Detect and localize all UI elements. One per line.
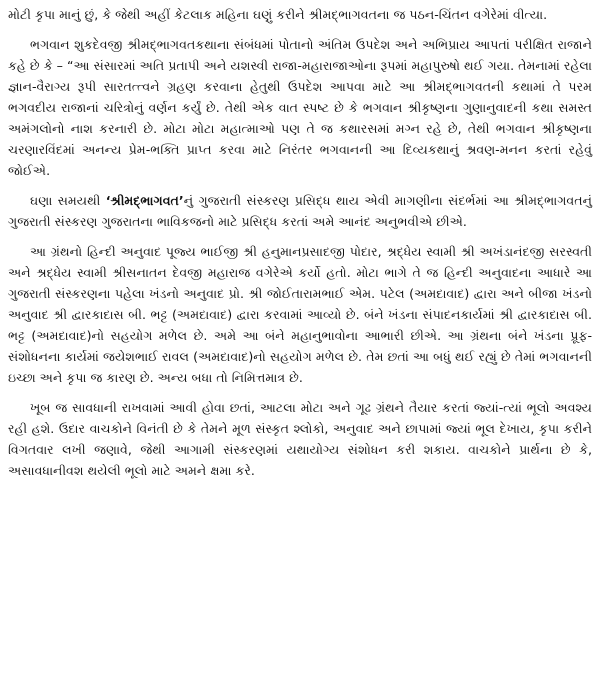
paragraph-3-lead: ઘણા સમયથી xyxy=(30,193,106,208)
paragraph-2: ભગવાન શુકદેવજી શ્રીમદ્ભાગવતકથાના સંબંધમાં પોતાનો અંતિમ ઉપદેશ અને અભિપ્રાય આપતાં પરીક્ષિત રાજાને કહે છે કે – “આ સંસારમાં અતિ પ્રતાપી અને યશસ્વી રાજા-મહારાજાઓના રૂપમાં મહાપુરુષો થઈ ગયા. તેમનામાં રહેલા જ્ઞાન-વૈરાગ્ય રૂપી સારતત્ત્વને ગ્રહણ કરવાના હેતુથી ઉપદેશ આપવા માટે આ શ્રીમદ્ભાગવતની કથામાં તે પરમ ભગવદીય રાજાનાં ચરિત્રોનું વર્ણન કર્યું છે. તેથી એક વાત સ્પષ્ટ છે કે ભગવાન શ્રીકૃષ્ણના ગુણાનુવાદની કથા સમસ્ત અમંગલોનો નાશ કરનારી છે. મોટા મોટા મહાત્માઓ પણ તે જ કથારસમાં મગ્ન રહે છે, તેથી ભગવાન શ્રીકૃષ્ણના ચરણારવિંદમાં અનન્ય પ્રેમ-ભક્તિ પ્રાપ્ત કરવા માટે નિરંતર ભગવાનની આ દિવ્યકથાનું શ્રવણ-મનન કરતાં રહેવું જોઈએ. xyxy=(8,37,592,178)
paragraph-1: મોટી કૃપા માનું છું, કે જેથી અહીં કેટલાક મહિના ઘણું કરીને શ્રીમદ્ભાગવતના જ પઠન-ચિંતન વગેરેમાં વીત્યા. xyxy=(8,7,548,22)
paragraph-5: ખૂબ જ સાવધાની રાખવામાં આવી હોવા છતાં, આટલા મોટા અને ગૂઢ ગ્રંથને તૈયાર કરતાં જ્યાં-ત્યાં ભૂલો અવશ્ય રહી હશે. ઉદાર વાચકોને વિનંતી છે કે તેમને મૂળ સંસ્કૃત શ્લોકો, અનુવાદ અને છાપામાં જ્યાં ભૂલ દેખાય, કૃપા કરીને વિગતવાર લખી જણાવે, જેથી આગામી સંસ્કરણમાં યથાયોગ્ય સંશોધન કરી શકાય. વાચકોને પ્રાર્થના છે કે, અસાવધાનીવશ થયેલી ભૂલો માટે અમને ક્ષમા કરે. xyxy=(8,400,592,478)
paragraph-4: આ ગ્રંથનો હિન્દી અનુવાદ પૂજ્ય ભાઈજી શ્રી હનુમાનપ્રસાદજી પોદાર, શ્રદ્ધેય સ્વામી શ્રી અખંડાનંદજી સરસ્વતી અને શ્રદ્ધેય સ્વામી શ્રીસનાતન દેવજી મહારાજ વગેરેએ કર્યો હતો. મોટા ભાગે તે જ હિન્દી અનુવાદના આધારે આ ગુજરાતી સંસ્કરણના પહેલા ખંડનો અનુવાદ પ્રો. શ્રી જોઈતારામભાઈ એમ. પટેલ (અમદાવાદ) દ્વારા અને બીજા ખંડનો અનુવાદ શ્રી દ્વારકાદાસ બી. ભટ્ટ (અમદાવાદ) દ્વારા કરવામાં આવ્યો છે. બંને ખંડના સંપાદનકાર્યમાં શ્રી દ્વારકાદાસ બી. ભટ્ટ (અમદાવાદ)નો સહયોગ મળેલ છે. અમે આ બંને મહાનુભાવોના આભારી છીએ. આ ગ્રંથના બંને ખંડના પ્રૂફ-સંશોધનના કાર્યમાં જયેશભાઈ રાવલ (અમદાવાદ)નો સહયોગ મળેલ છે. તેમ છતાં આ બધું થઈ રહ્યું છે તેમાં ભગવાનની ઇચ્છા અને કૃપા જ કારણ છે. અન્ય બધા તો નિમિત્તમાત્ર છે. xyxy=(8,244,592,385)
paragraph-3-rest: નું ગુજરાતી સંસ્કરણ પ્રસિદ્ધ થાય એવી માગણીના સંદર્ભમાં આ શ્રીમદ્ભાગવતનું ગુજરાતી સંસ્કરણ ગુજરાતના ભાવિકજનો માટે પ્રસિદ્ધ કરતાં અમે આનંદ અનુભવીએ છીએ. xyxy=(8,193,592,229)
book-title-bold: ‘શ્રીમદ્ભાગવત’ xyxy=(105,193,184,208)
paragraph-3 xyxy=(8,190,592,232)
